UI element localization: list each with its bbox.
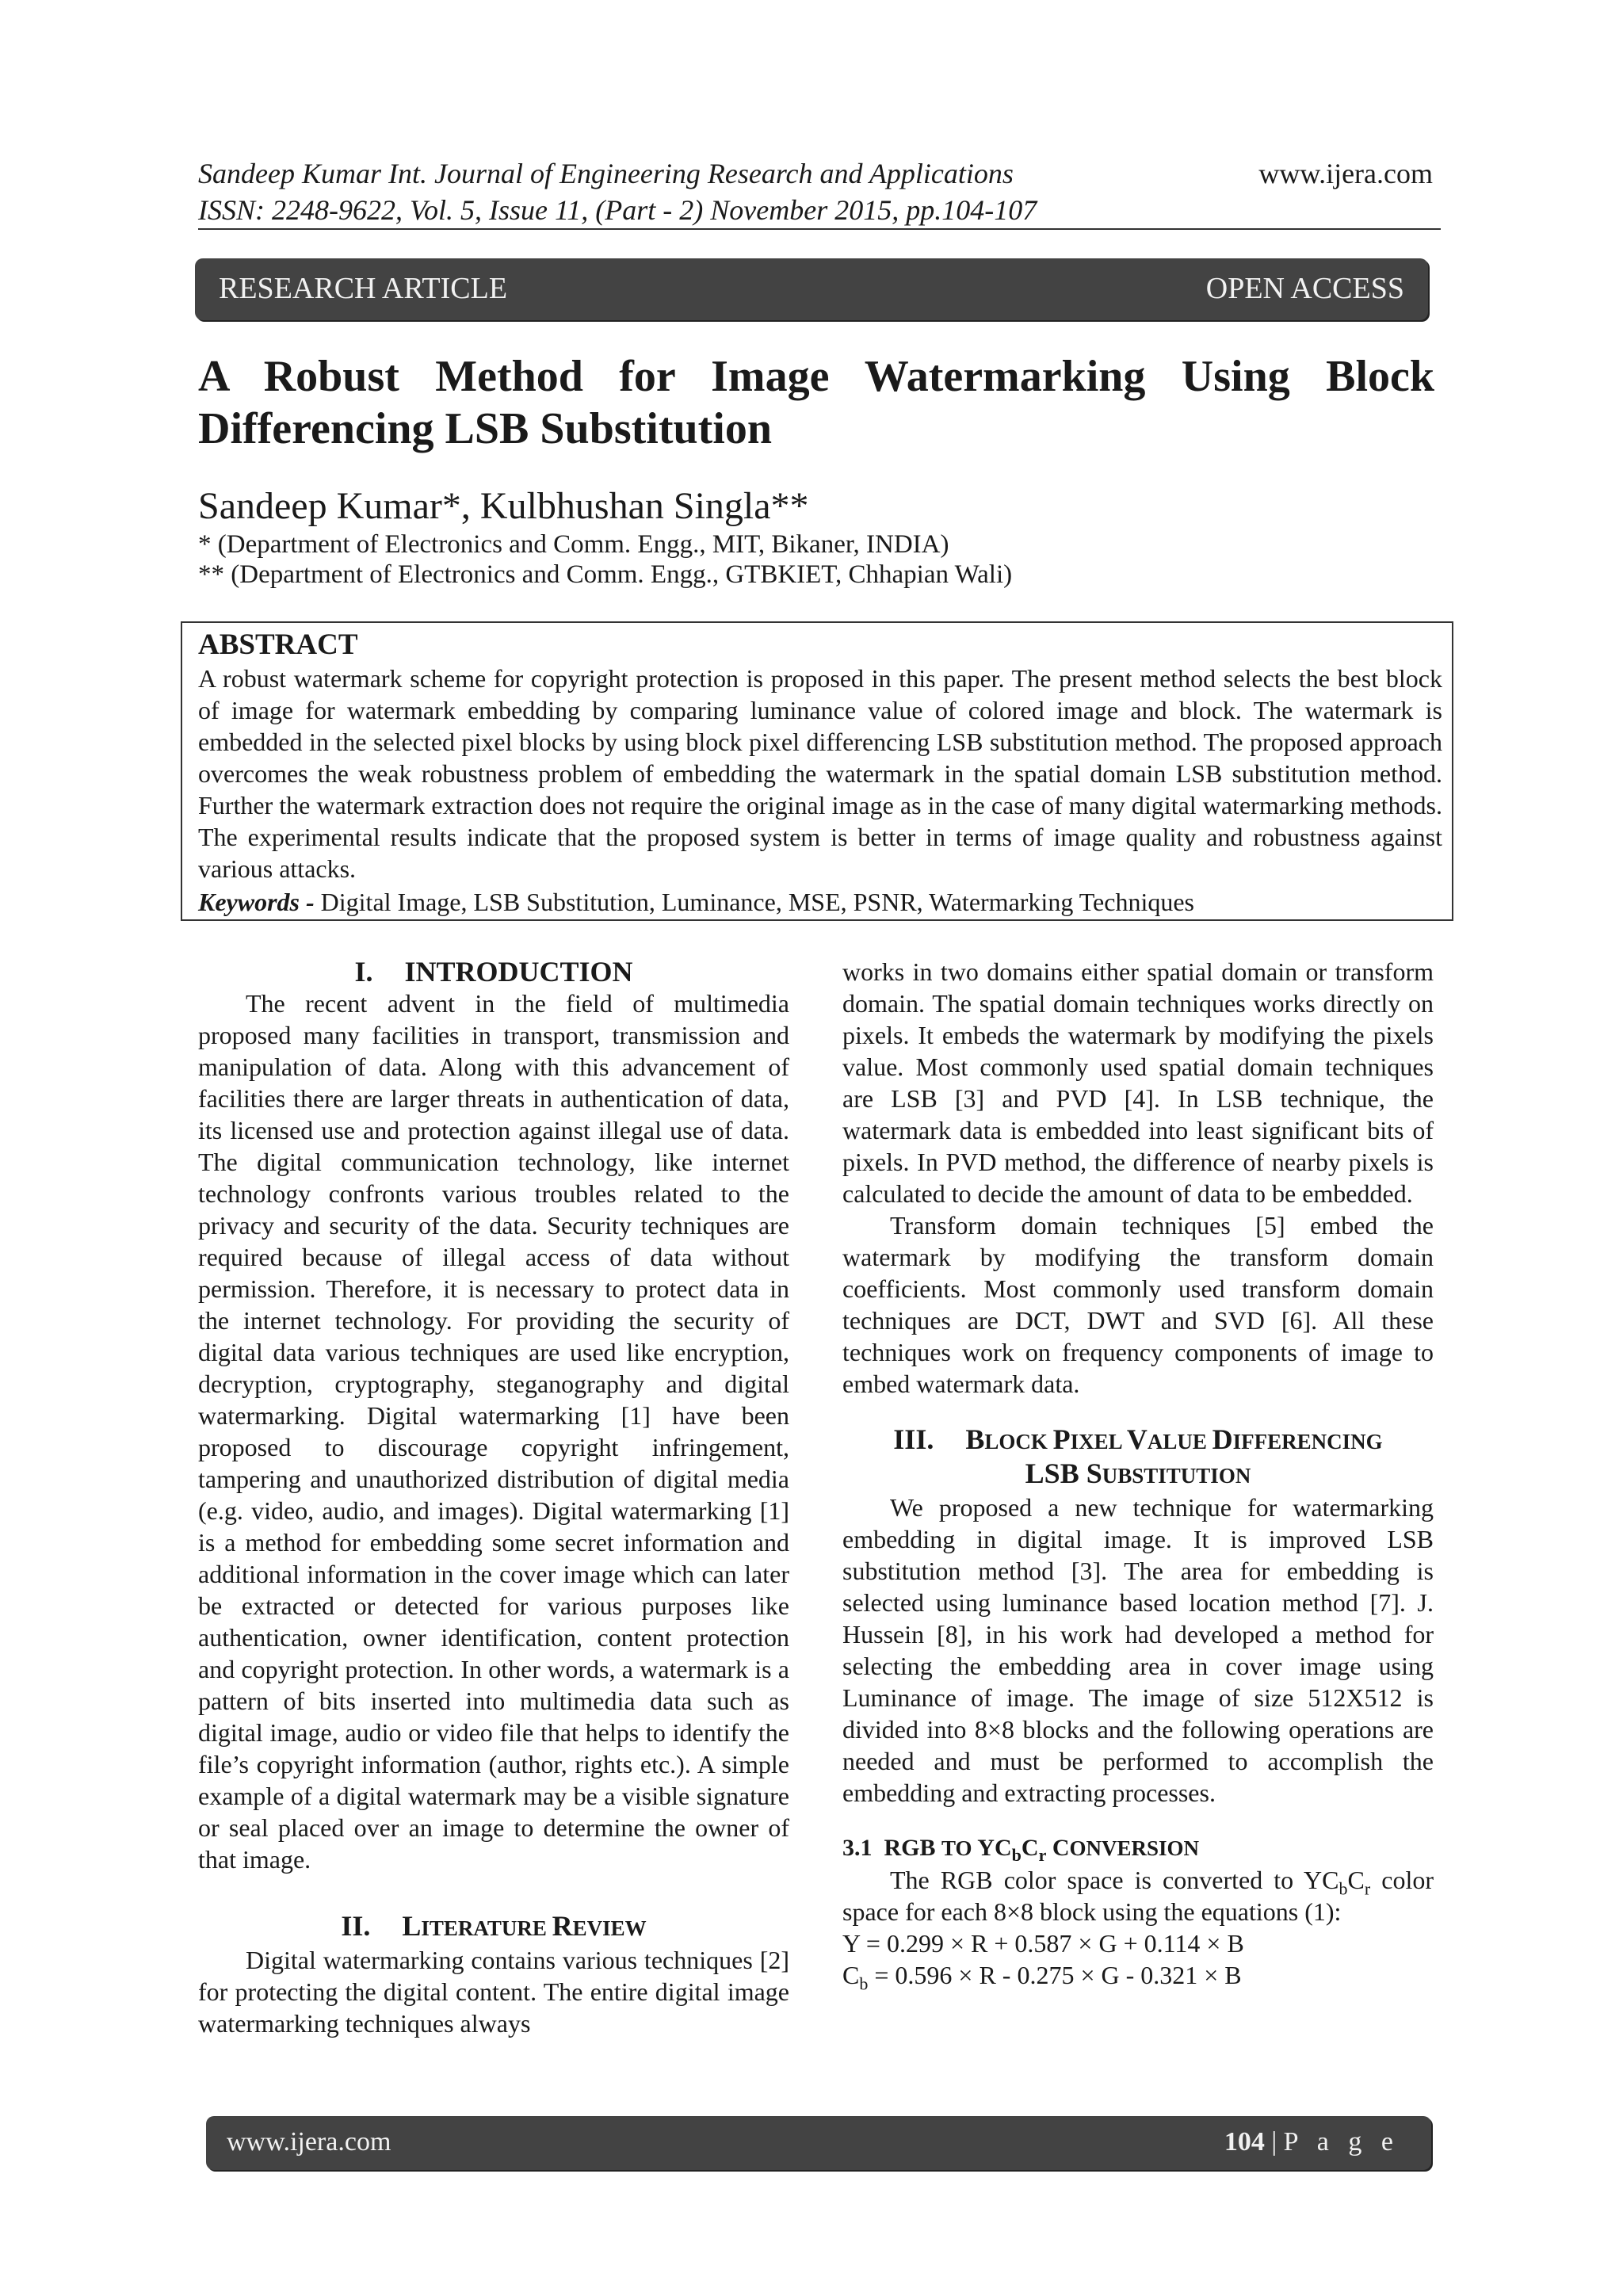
bpvd-paragraph: We proposed a new technique for watermarking embedding in digital image. It is improved LSB substitution method [3]. The area for embedding is selected using luminance based location method [7]. J. Hussein [8], in his work had developed a method for selecting the embedding area in cover image using Luminance of image. The image of size 512X512 is divided into 8×8 blocks and the following operations are needed and must be performed to accomplish the embedding and extracting processes. bbox=[842, 1493, 1434, 1807]
equation-cb bbox=[842, 1959, 1434, 1994]
open-access-label: OPEN ACCESS bbox=[1205, 272, 1404, 305]
title-part: r bbox=[1038, 1845, 1047, 1865]
header-rule bbox=[198, 228, 1441, 230]
spacer bbox=[198, 1875, 789, 1910]
section-number: II. bbox=[341, 1910, 371, 1942]
text-part: = 0.596 × R - 0.275 × G - 0.321 × B bbox=[868, 1961, 1242, 1989]
page-footer bbox=[206, 2116, 1431, 2170]
title-line-1: A Robust Method for Image Watermarking Using Block bbox=[198, 352, 1434, 401]
title-line-2: Differencing LSB Substitution bbox=[198, 404, 772, 453]
title-part: IFFERENCING bbox=[1232, 1430, 1383, 1454]
title-part: ONVERSION bbox=[1069, 1836, 1200, 1860]
title-part: D bbox=[1212, 1423, 1233, 1455]
section-intro-title bbox=[198, 956, 789, 988]
text-part: C bbox=[842, 1961, 860, 1989]
text-part: C bbox=[1347, 1866, 1365, 1894]
running-header bbox=[198, 155, 1433, 228]
affiliation-2: ** (Department of Electronics and Comm. Engg., GTBKIET, Chhapian Wali) bbox=[198, 560, 1013, 589]
abstract-heading: ABSTRACT bbox=[198, 628, 358, 661]
subsection-31-title bbox=[842, 1832, 1434, 1864]
title-part: S bbox=[1086, 1457, 1102, 1489]
left-column bbox=[198, 956, 789, 2039]
title-part: C bbox=[1021, 1835, 1039, 1861]
right-column bbox=[842, 956, 1434, 1994]
title-part: P bbox=[1052, 1423, 1071, 1455]
title-part: LOCK bbox=[984, 1430, 1053, 1454]
section-bpvd-title bbox=[842, 1423, 1434, 1492]
text-part: The RGB color space is converted to YC bbox=[890, 1866, 1339, 1894]
section-number: III. bbox=[893, 1423, 934, 1455]
text-part: color space for each 8×8 block using the equations (1): bbox=[842, 1866, 1434, 1926]
page-num: 104 bbox=[1224, 2127, 1265, 2157]
title-part: UBSTITUTION bbox=[1102, 1464, 1251, 1488]
header-site-link[interactable]: www.ijera.com bbox=[1258, 158, 1433, 189]
abstract-body: A robust watermark scheme for copyright protection is proposed in this paper. The present method selects the best block of image for watermark embedding by comparing luminance value of colored image and block. The watermark is embedded in the selected pixel blocks by using block pixel differencing LSB substitution method. The proposed approach overcomes the weak robustness problem of embedding the watermark in the spatial domain LSB substitution method. Further the watermark extraction does not require the original image as in the case of many digital watermarking methods. The experimental results indicate that the proposed system is better in terms of image quality and robustness against various attacks. bbox=[198, 664, 1442, 883]
keywords-label: Keywords - bbox=[198, 888, 315, 916]
issn-line: ISSN: 2248-9622, Vol. 5, Issue 11, (Part - 2) November 2015, pp.104-107 bbox=[198, 194, 1037, 226]
title-part: L bbox=[402, 1910, 422, 1942]
section-number: I. bbox=[354, 956, 373, 988]
authors: Sandeep Kumar*, Kulbhushan Singla** bbox=[198, 485, 809, 527]
paper-title bbox=[198, 350, 1434, 455]
title-part: TO bbox=[941, 1836, 978, 1860]
title-part: ITERATURE bbox=[421, 1916, 552, 1940]
lit-paragraph-2: Transform domain techniques [5] embed the watermark by modifying the transform domain coefficients. Most commonly used transform domain techniques are DCT, DWT and SVD [6]. All these techniques work on frequency components of image to embed watermark data. bbox=[842, 1211, 1434, 1398]
title-part: ALUE bbox=[1147, 1430, 1212, 1454]
title-part: RGB bbox=[884, 1835, 942, 1861]
separator: | bbox=[1264, 2127, 1284, 2157]
keywords bbox=[198, 886, 1194, 918]
sub31-paragraph bbox=[842, 1864, 1434, 1927]
equation-y: Y = 0.299 × R + 0.587 × G + 0.114 × B bbox=[842, 1929, 1244, 1958]
affiliation-1: * (Department of Electronics and Comm. Engg., MIT, Bikaner, INDIA) bbox=[198, 530, 949, 559]
title-part: IXEL bbox=[1070, 1430, 1127, 1454]
subsection-number: 3.1 bbox=[842, 1835, 873, 1861]
title-part: R bbox=[552, 1910, 573, 1942]
spacer bbox=[842, 1809, 1434, 1832]
page-label: P a g e bbox=[1283, 2127, 1400, 2157]
page-number bbox=[1224, 2127, 1400, 2157]
text-part: r bbox=[1364, 1878, 1371, 1899]
text-part: b bbox=[1338, 1878, 1348, 1899]
intro-paragraph: The recent advent in the field of multimedia proposed many facilities in transport, transmission and manipulation of data. Along with this advancement of facilities there are larger threats in authentication of data, its licensed use and protection against illegal use of data. The digital communication technology, like internet technology confronts various troubles related to the privacy and security of the data. Security techniques are required because of illegal access of data without permission. Therefore, it is necessary to protect data in the internet technology. For providing the security of digital data various techniques are used like encryption, decryption, cryptography, steganography and digital watermarking. Digital watermarking [1] have been proposed to discourage copyright infringement, tampering and unauthorized distribution of digital media (e.g. video, audio, and images). Digital watermarking [1] is a method for embedding some secret information and additional information in the cover image which can later be extracted or detected for various purposes like authentication, owner identification, content protection and copyright protection. In other words, a watermark is a pattern of bits inserted into multimedia data such as digital image, audio or video file that helps to identify the file’s copyright information (author, rights etc.). A simple example of a digital watermark may be a visible signature or seal placed over an image to determine the owner of that image. bbox=[198, 989, 789, 1874]
lit-paragraph-1: Digital watermarking contains various techniques [2] for protecting the digital content. The entire digital image watermarking techniques always bbox=[198, 1946, 789, 2038]
title-part: B bbox=[965, 1423, 985, 1455]
footer-site-link[interactable]: www.ijera.com bbox=[227, 2127, 391, 2157]
spacer bbox=[842, 1400, 1434, 1423]
research-article-label: RESEARCH ARTICLE bbox=[219, 272, 508, 305]
text-part: b bbox=[859, 1973, 869, 1994]
title-part: V bbox=[1126, 1423, 1148, 1455]
title-part: EVIEW bbox=[572, 1916, 647, 1940]
section-title-text: INTRODUCTION bbox=[404, 956, 633, 988]
section-lit-title bbox=[198, 1910, 789, 1944]
title-part: b bbox=[1011, 1845, 1022, 1865]
lit-paragraph-1-cont: works in two domains either spatial domain or transform domain. The spatial domain techniques works directly on pixels. It embeds the watermark by modifying the pixels value. Most commonly used spatial domain techniques are LSB [3] and PVD [4]. In LSB technique, the watermark data is embedded into least significant bits of pixels. In PVD method, the difference of nearby pixels is calculated to decide the amount of data to be embedded. bbox=[842, 957, 1434, 1208]
journal-line: Sandeep Kumar Int. Journal of Engineering Research and Applications bbox=[198, 158, 1014, 189]
title-part: LSB bbox=[1025, 1457, 1086, 1489]
title-part: YC bbox=[977, 1835, 1012, 1861]
keywords-list: Digital Image, LSB Substitution, Luminance, MSE, PSNR, Watermarking Techniques bbox=[314, 888, 1194, 916]
title-part: C bbox=[1046, 1835, 1070, 1861]
article-type-banner bbox=[195, 258, 1428, 320]
